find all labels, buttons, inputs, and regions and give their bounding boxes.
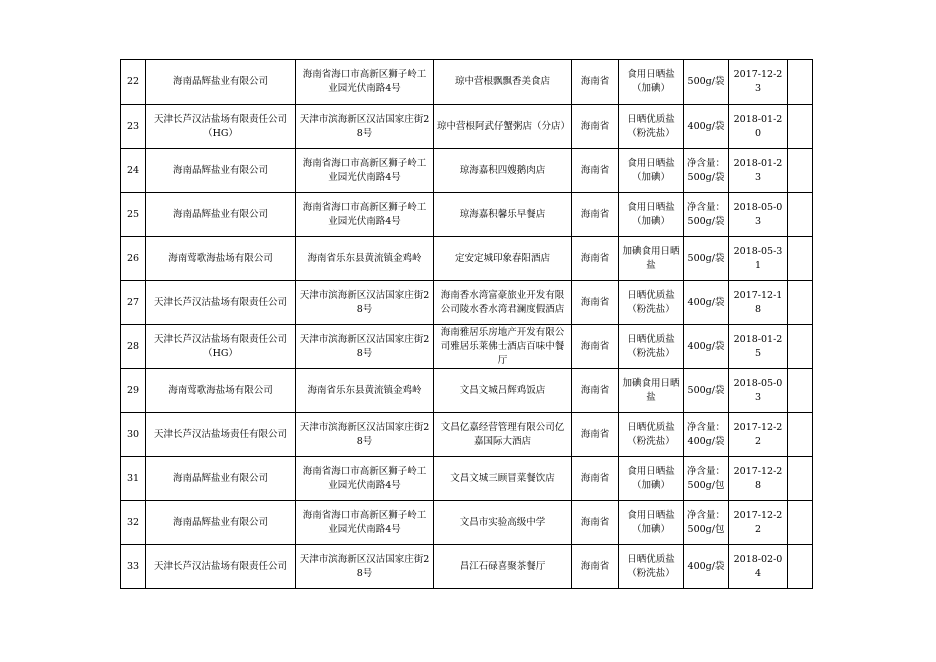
producer-address-cell: 海南省乐东县黄流镇金鸡岭	[296, 237, 434, 281]
table-row	[121, 545, 813, 589]
seller-cell: 琼海嘉积馨乐早餐店	[434, 193, 572, 237]
row-number-cell: 23	[121, 105, 146, 149]
seller-cell: 昌江石碌喜聚茶餐厅	[434, 545, 572, 589]
spec-cell: 净含量：500g/袋	[684, 193, 729, 237]
product-name-cell: 加碘食用日晒盐	[619, 369, 684, 413]
seller-cell: 琼中营根飘飘香美食店	[434, 60, 572, 105]
table-row	[121, 193, 813, 237]
table-row	[121, 60, 813, 105]
table-row	[121, 237, 813, 281]
province-cell: 海南省	[572, 501, 619, 545]
producer-cell: 天津长芦汉沽盐场有限责任公司（HG）	[146, 105, 296, 149]
row-number-cell: 33	[121, 545, 146, 589]
producer-address-cell: 天津市滨海新区汉沽国家庄街28号	[296, 281, 434, 325]
producer-address-cell: 天津市滨海新区汉沽国家庄街28号	[296, 325, 434, 369]
empty-cell	[788, 545, 813, 589]
province-cell: 海南省	[572, 149, 619, 193]
empty-cell	[788, 60, 813, 105]
product-name-cell: 日晒优质盐（粉洗盐）	[619, 325, 684, 369]
producer-cell: 海南晶辉盐业有限公司	[146, 149, 296, 193]
production-date-cell: 2018-05-03	[729, 369, 788, 413]
spec-cell: 500g/袋	[684, 237, 729, 281]
table-row	[121, 281, 813, 325]
production-date-cell: 2017-12-22	[729, 413, 788, 457]
producer-address-cell: 海南省海口市高新区狮子岭工业园光伏南路4号	[296, 60, 434, 105]
producer-address-cell: 天津市滨海新区汉沽国家庄街28号	[296, 413, 434, 457]
producer-address-cell: 海南省海口市高新区狮子岭工业园光伏南路4号	[296, 193, 434, 237]
province-cell: 海南省	[572, 325, 619, 369]
table-row	[121, 149, 813, 193]
producer-cell: 海南晶辉盐业有限公司	[146, 193, 296, 237]
product-name-cell: 日晒优质盐（粉洗盐）	[619, 281, 684, 325]
production-date-cell: 2018-01-23	[729, 149, 788, 193]
row-number-cell: 29	[121, 369, 146, 413]
spreadsheet-page	[120, 59, 813, 589]
province-cell: 海南省	[572, 60, 619, 105]
production-date-cell: 2017-12-23	[729, 60, 788, 105]
seller-cell: 文昌文城吕辉鸡饭店	[434, 369, 572, 413]
seller-cell: 文昌亿嘉经营管理有限公司亿嘉国际大酒店	[434, 413, 572, 457]
spec-cell: 净含量：500g/包	[684, 501, 729, 545]
spec-cell: 400g/袋	[684, 545, 729, 589]
row-number-cell: 25	[121, 193, 146, 237]
table-row	[121, 457, 813, 501]
row-number-cell: 31	[121, 457, 146, 501]
table-row	[121, 325, 813, 369]
producer-address-cell: 海南省乐东县黄流镇金鸡岭	[296, 369, 434, 413]
product-name-cell: 日晒优质盐（粉洗盐）	[619, 413, 684, 457]
empty-cell	[788, 149, 813, 193]
production-date-cell: 2017-12-18	[729, 281, 788, 325]
seller-cell: 海南香水湾富豪旅业开发有限公司陵水香水湾君澜度假酒店	[434, 281, 572, 325]
product-name-cell: 食用日晒盐（加碘）	[619, 149, 684, 193]
producer-cell: 海南晶辉盐业有限公司	[146, 457, 296, 501]
province-cell: 海南省	[572, 413, 619, 457]
product-name-cell: 食用日晒盐（加碘）	[619, 501, 684, 545]
row-number-cell: 32	[121, 501, 146, 545]
production-date-cell: 2018-01-20	[729, 105, 788, 149]
table-body	[121, 60, 813, 589]
table-row	[121, 501, 813, 545]
seller-cell: 琼海嘉积四嫂鹅肉店	[434, 149, 572, 193]
table-row	[121, 413, 813, 457]
production-date-cell: 2017-12-28	[729, 457, 788, 501]
spec-cell: 400g/袋	[684, 325, 729, 369]
producer-address-cell: 天津市滨海新区汉沽国家庄街28号	[296, 545, 434, 589]
spec-cell: 净含量：400g/袋	[684, 413, 729, 457]
row-number-cell: 26	[121, 237, 146, 281]
producer-cell: 天津长芦汉沽盐场有限责任公司	[146, 281, 296, 325]
spec-cell: 净含量：500g/袋	[684, 149, 729, 193]
row-number-cell: 28	[121, 325, 146, 369]
seller-cell: 琼中营根阿武仔蟹粥店（分店）	[434, 105, 572, 149]
province-cell: 海南省	[572, 281, 619, 325]
empty-cell	[788, 237, 813, 281]
seller-cell: 定安定城印象春阳酒店	[434, 237, 572, 281]
inspection-table	[120, 59, 813, 589]
empty-cell	[788, 193, 813, 237]
province-cell: 海南省	[572, 545, 619, 589]
empty-cell	[788, 325, 813, 369]
table-row	[121, 369, 813, 413]
production-date-cell: 2018-05-03	[729, 193, 788, 237]
row-number-cell: 30	[121, 413, 146, 457]
seller-cell: 海南雅居乐房地产开发有限公司雅居乐莱佛士酒店百味中餐厅	[434, 325, 572, 369]
producer-address-cell: 天津市滨海新区汉沽国家庄街28号	[296, 105, 434, 149]
spec-cell: 400g/袋	[684, 281, 729, 325]
product-name-cell: 加碘食用日晒盐	[619, 237, 684, 281]
province-cell: 海南省	[572, 369, 619, 413]
empty-cell	[788, 501, 813, 545]
production-date-cell: 2017-12-22	[729, 501, 788, 545]
spec-cell: 400g/袋	[684, 105, 729, 149]
production-date-cell: 2018-02-04	[729, 545, 788, 589]
empty-cell	[788, 413, 813, 457]
row-number-cell: 24	[121, 149, 146, 193]
spec-cell: 500g/袋	[684, 60, 729, 105]
empty-cell	[788, 281, 813, 325]
production-date-cell: 2018-01-25	[729, 325, 788, 369]
production-date-cell: 2018-05-31	[729, 237, 788, 281]
producer-address-cell: 海南省海口市高新区狮子岭工业园光伏南路4号	[296, 501, 434, 545]
empty-cell	[788, 369, 813, 413]
producer-cell: 海南晶辉盐业有限公司	[146, 501, 296, 545]
province-cell: 海南省	[572, 457, 619, 501]
producer-cell: 天津长芦汉沽盐场有限责任公司（HG）	[146, 325, 296, 369]
seller-cell: 文昌文城三顾冒菜餐饮店	[434, 457, 572, 501]
province-cell: 海南省	[572, 237, 619, 281]
empty-cell	[788, 105, 813, 149]
row-number-cell: 22	[121, 60, 146, 105]
product-name-cell: 食用日晒盐（加碘）	[619, 193, 684, 237]
product-name-cell: 日晒优质盐（粉洗盐）	[619, 105, 684, 149]
spec-cell: 净含量：500g/包	[684, 457, 729, 501]
product-name-cell: 食用日晒盐（加碘）	[619, 457, 684, 501]
producer-cell: 天津长芦汉沽盐场有限责任公司	[146, 545, 296, 589]
product-name-cell: 食用日晒盐（加碘）	[619, 60, 684, 105]
seller-cell: 文昌市实验高级中学	[434, 501, 572, 545]
province-cell: 海南省	[572, 105, 619, 149]
table-row	[121, 105, 813, 149]
producer-cell: 海南莺歌海盐场有限公司	[146, 237, 296, 281]
producer-address-cell: 海南省海口市高新区狮子岭工业园光伏南路4号	[296, 149, 434, 193]
province-cell: 海南省	[572, 193, 619, 237]
product-name-cell: 日晒优质盐（粉洗盐）	[619, 545, 684, 589]
empty-cell	[788, 457, 813, 501]
producer-address-cell: 海南省海口市高新区狮子岭工业园光伏南路4号	[296, 457, 434, 501]
spec-cell: 500g/袋	[684, 369, 729, 413]
producer-cell: 海南莺歌海盐场有限公司	[146, 369, 296, 413]
producer-cell: 天津长芦汉沽盐场责任有限公司	[146, 413, 296, 457]
producer-cell: 海南晶辉盐业有限公司	[146, 60, 296, 105]
row-number-cell: 27	[121, 281, 146, 325]
